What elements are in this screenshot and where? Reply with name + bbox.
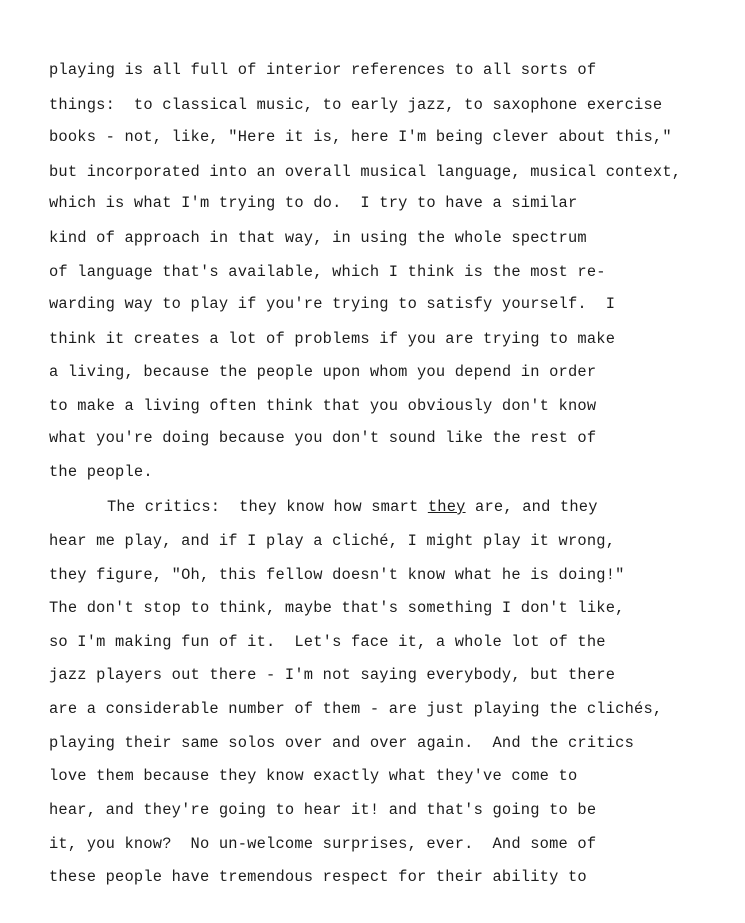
text-line: which is what I'm trying to do. I try to have a similar	[49, 194, 578, 212]
text-line: it, you know? No un-welcome surprises, ever. And some of	[49, 835, 597, 853]
text-line: think it creates a lot of problems if you are trying to make	[49, 330, 616, 348]
text-line: jazz players out there - I'm not saying everybody, but there	[49, 666, 616, 684]
text-line: what you're doing because you don't sound like the rest of	[49, 429, 597, 447]
text-line: they figure, "Oh, this fellow doesn't know what he is doing!"	[49, 566, 625, 584]
text-line: hear, and they're going to hear it! and that's going to be	[49, 801, 597, 819]
text-line: books - not, like, "Here it is, here I'm being clever about this,"	[49, 128, 672, 146]
text-line: playing their same solos over and over again. And the critics	[49, 734, 635, 752]
text-line: playing is all full of interior references to all sorts of	[49, 61, 597, 79]
line-start: The critics: they know how smart	[107, 498, 428, 516]
text-line: the people.	[49, 463, 153, 481]
text-line: a living, because the people upon whom you depend in order	[49, 363, 597, 381]
text-line: hear me play, and if I play a cliché, I might play it wrong,	[49, 532, 616, 550]
text-line: these people have tremendous respect for their ability to	[49, 868, 587, 886]
text-line-indented	[49, 497, 598, 517]
text-line: to make a living often think that you obviously don't know	[49, 397, 597, 415]
text-line: are a considerable number of them - are just playing the clichés,	[49, 700, 663, 718]
emphasis-word: they	[427, 498, 466, 516]
text-line: warding way to play if you're trying to satisfy yourself. I	[49, 295, 616, 313]
text-line: things: to classical music, to early jazz, to saxophone exercise	[49, 96, 663, 114]
text-line: of language that's available, which I think is the most re-	[49, 263, 606, 281]
text-line: love them because they know exactly what they've come to	[49, 767, 578, 785]
text-line: The don't stop to think, maybe that's something I don't like,	[49, 599, 625, 617]
text-line: so I'm making fun of it. Let's face it, a whole lot of the	[49, 633, 606, 651]
text-line: but incorporated into an overall musical language, musical context,	[49, 163, 682, 181]
text-line: kind of approach in that way, in using the whole spectrum	[49, 229, 587, 247]
line-end: are, and they	[465, 498, 598, 516]
